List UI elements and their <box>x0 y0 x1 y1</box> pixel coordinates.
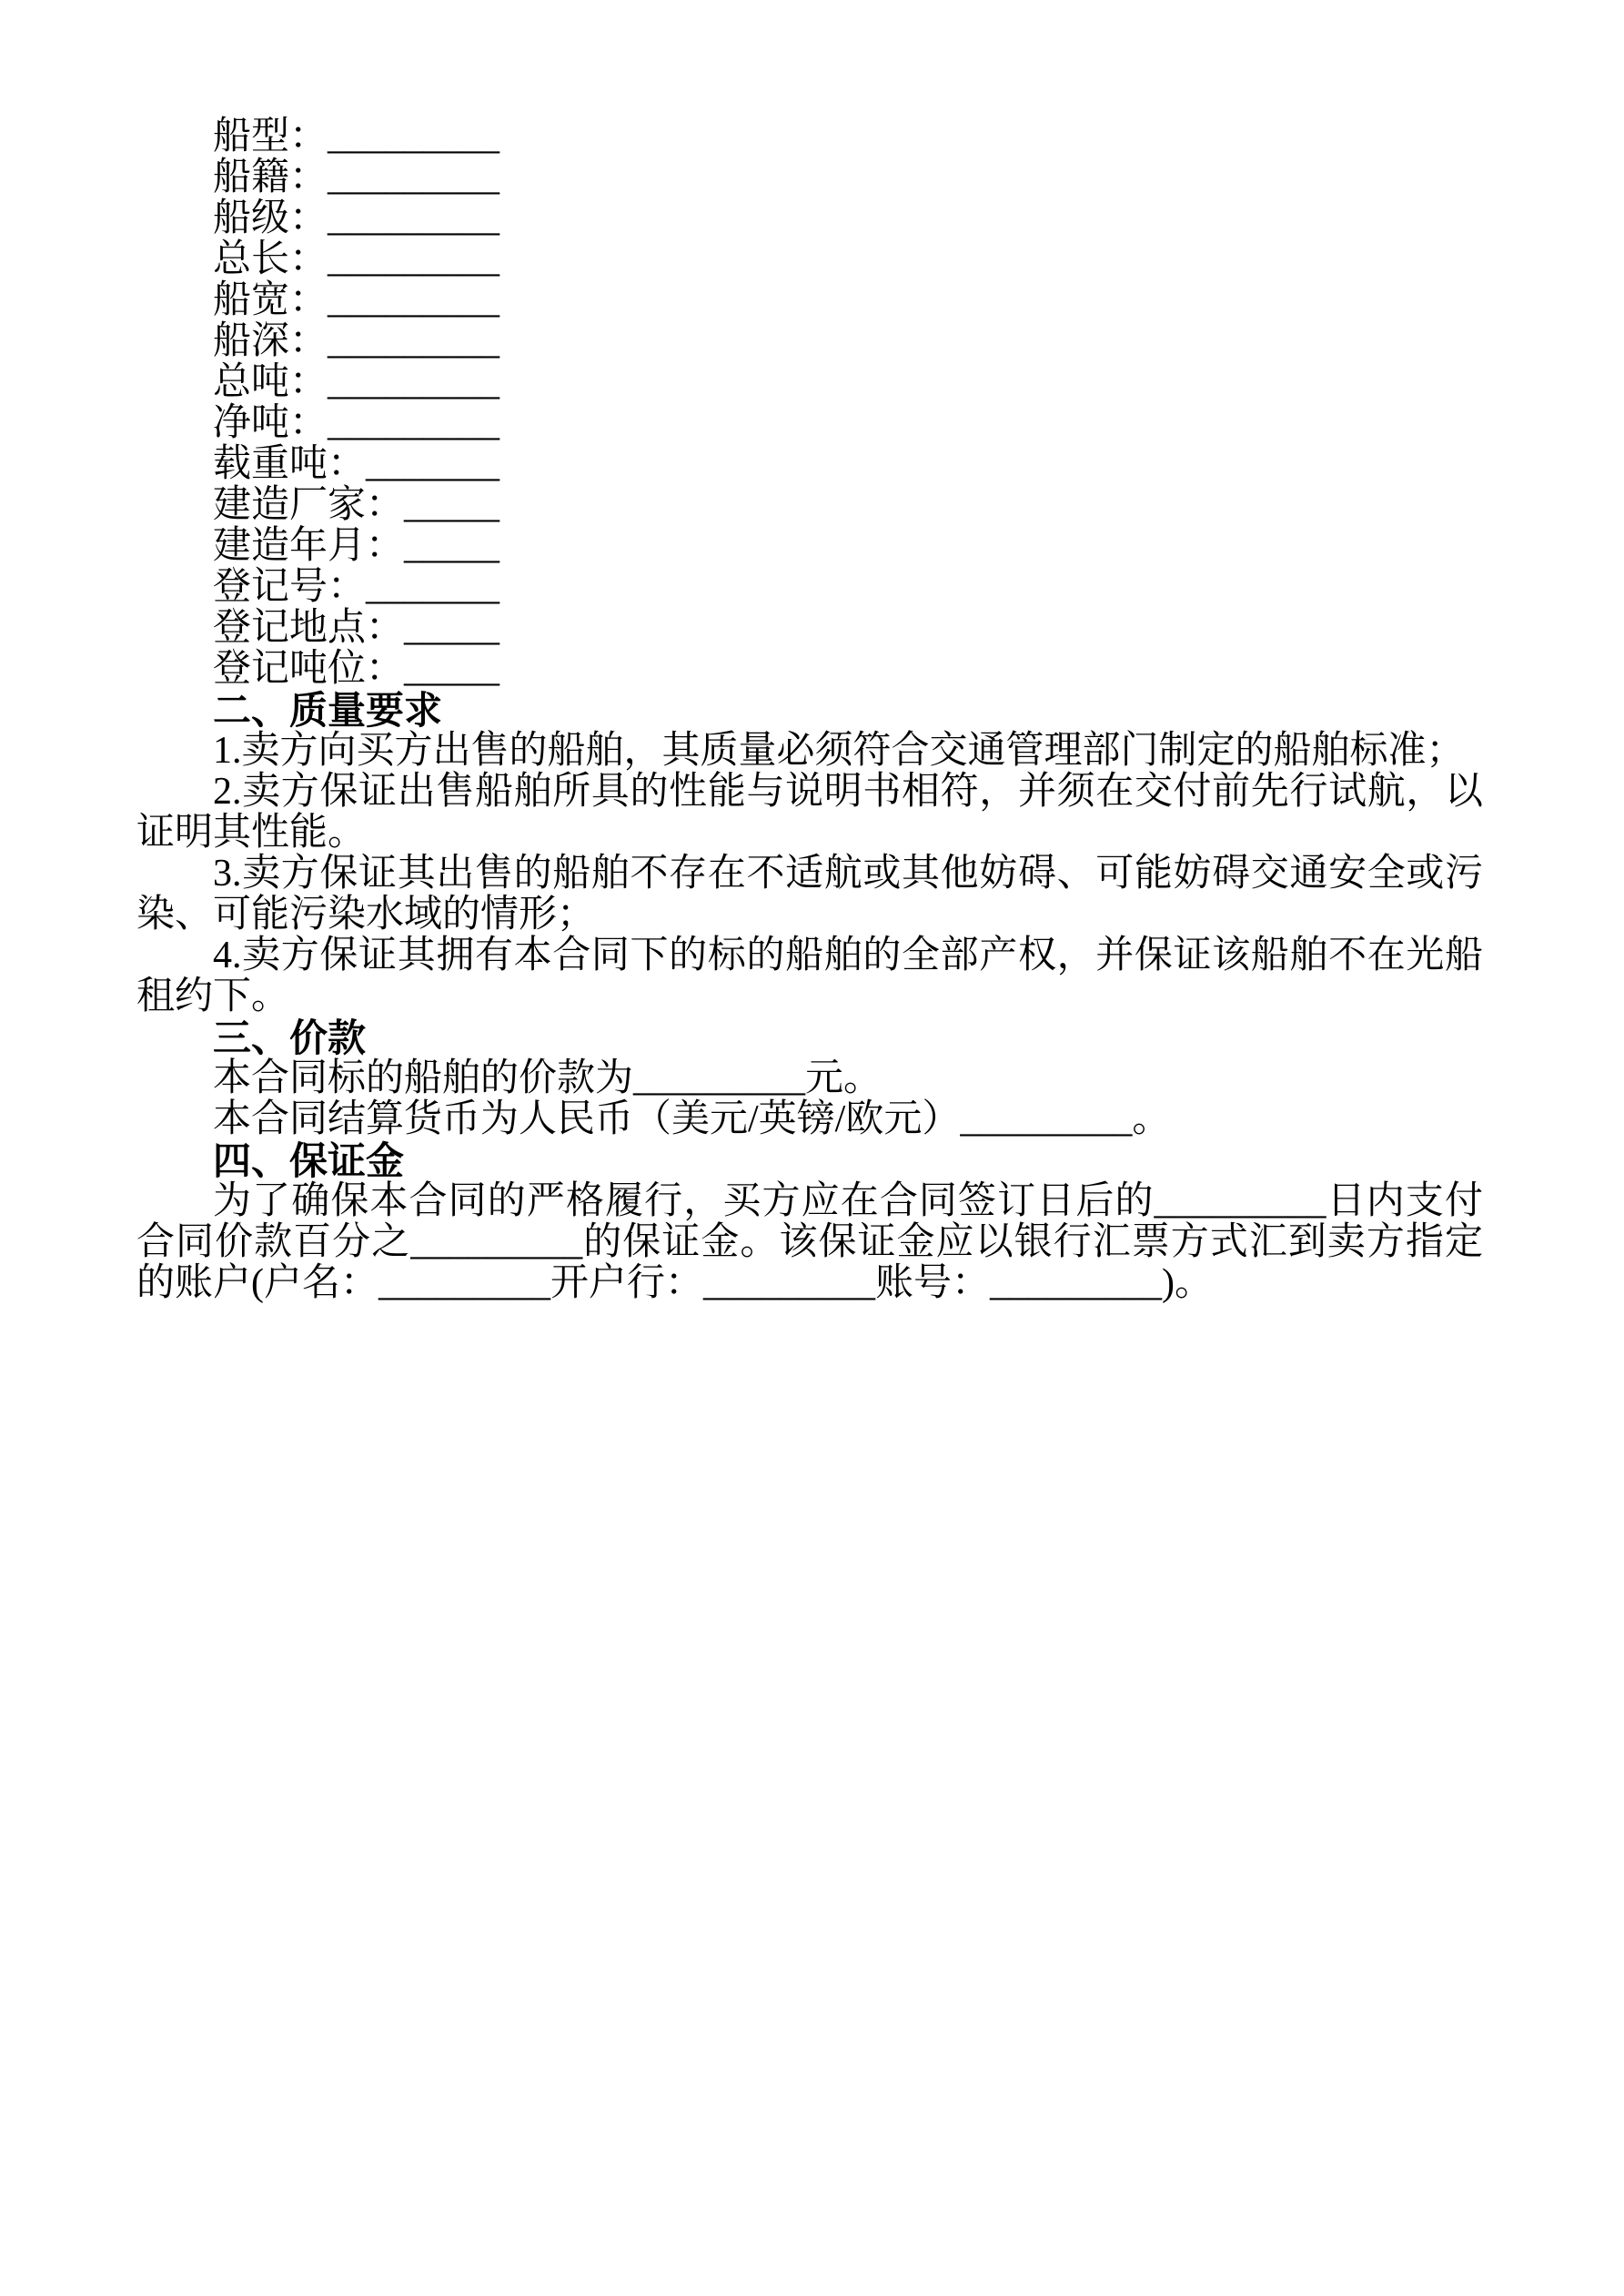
field-row-depth <box>136 321 1483 362</box>
field-label: 登记吨位： <box>213 648 405 690</box>
field-row-overall-length <box>136 239 1483 280</box>
field-label: 船级： <box>213 197 328 239</box>
field-blank: _________ <box>328 116 500 157</box>
field-label: 建造年月： <box>213 525 405 567</box>
field-blank: _____ <box>404 607 500 649</box>
contract-body <box>136 116 1483 1304</box>
field-label: 总吨： <box>213 361 328 403</box>
field-blank: _________ <box>328 157 500 198</box>
quality-clause-3: 3.卖方保证其出售的船舶不存在不适航或其他妨碍、可能妨碍交通安全或污染、可能污染水域的情形； <box>136 853 1483 936</box>
field-label: 净吨： <box>213 402 328 444</box>
ship-spec-field-list <box>136 116 1483 690</box>
field-blank: _____ <box>404 484 500 526</box>
field-label: 总长： <box>213 238 328 280</box>
field-row-build-date <box>136 526 1483 567</box>
field-label: 船深： <box>213 320 328 362</box>
field-label: 船籍： <box>213 157 328 198</box>
field-blank: _________ <box>328 402 500 444</box>
field-row-deadweight <box>136 444 1483 485</box>
deposit-clause-1: 为了确保本合同的严格履行，买方应在合同签订日后的_________日内支付合同价款百分之_________的保证金。该保证金应以银行汇票方式汇到卖方指定的账户(户名：_________开户行：_________账号：_________)。 <box>136 1180 1483 1304</box>
field-blank: _______ <box>366 566 500 608</box>
field-label: 载重吨： <box>213 443 367 485</box>
price-clause-1: 本合同标的船舶的价款为_________元。 <box>213 1057 883 1099</box>
quality-clause-4: 4.卖方保证其拥有本合同下的标的船舶的全部产权，并保证该船舶不在光船租约下。 <box>136 935 1483 1017</box>
field-blank: _______ <box>366 443 500 485</box>
field-blank: _____ <box>404 525 500 567</box>
field-label: 建造厂家： <box>213 484 405 526</box>
field-label: 船宽： <box>213 279 328 321</box>
field-row-registered-tonnage <box>136 649 1483 690</box>
quality-clause-2: 2.卖方保证出售船舶所具的性能与说明书相符，并须在交付前先行试航，以证明其性能。 <box>136 771 1483 854</box>
field-blank: _________ <box>328 238 500 280</box>
section-deposit <box>136 1140 1483 1304</box>
section-price <box>136 1017 1483 1140</box>
section-heading-deposit: 四、保证金 <box>213 1139 405 1182</box>
field-row-beam <box>136 280 1483 321</box>
field-row-ship-class <box>136 198 1483 239</box>
field-row-net-tonnage <box>136 403 1483 444</box>
field-label: 登记号： <box>213 566 367 608</box>
price-clause-2: 本合同结算货币为人民币（美元/英镑/欧元）_________。 <box>213 1098 1171 1140</box>
field-label: 登记地点： <box>213 607 405 649</box>
field-row-gross-tonnage <box>136 362 1483 403</box>
field-blank: _________ <box>328 279 500 321</box>
section-quality <box>136 690 1483 1017</box>
field-blank: _________ <box>328 320 500 362</box>
field-blank: _____ <box>404 648 500 690</box>
field-row-registration-number <box>136 567 1483 608</box>
field-row-ship-type <box>136 116 1483 157</box>
field-blank: _________ <box>328 361 500 403</box>
quality-clause-1: 1.卖方向买方出售的船舶，其质量必须符合交通管理部门制定的船舶标准； <box>213 730 1465 772</box>
section-heading-price: 三、价款 <box>213 1017 367 1059</box>
field-blank: _________ <box>328 197 500 239</box>
field-row-builder <box>136 485 1483 526</box>
field-label: 船型： <box>213 116 328 157</box>
field-row-registration-place <box>136 608 1483 649</box>
field-row-ship-registry <box>136 157 1483 198</box>
section-heading-quality: 二、质量要求 <box>213 689 443 732</box>
